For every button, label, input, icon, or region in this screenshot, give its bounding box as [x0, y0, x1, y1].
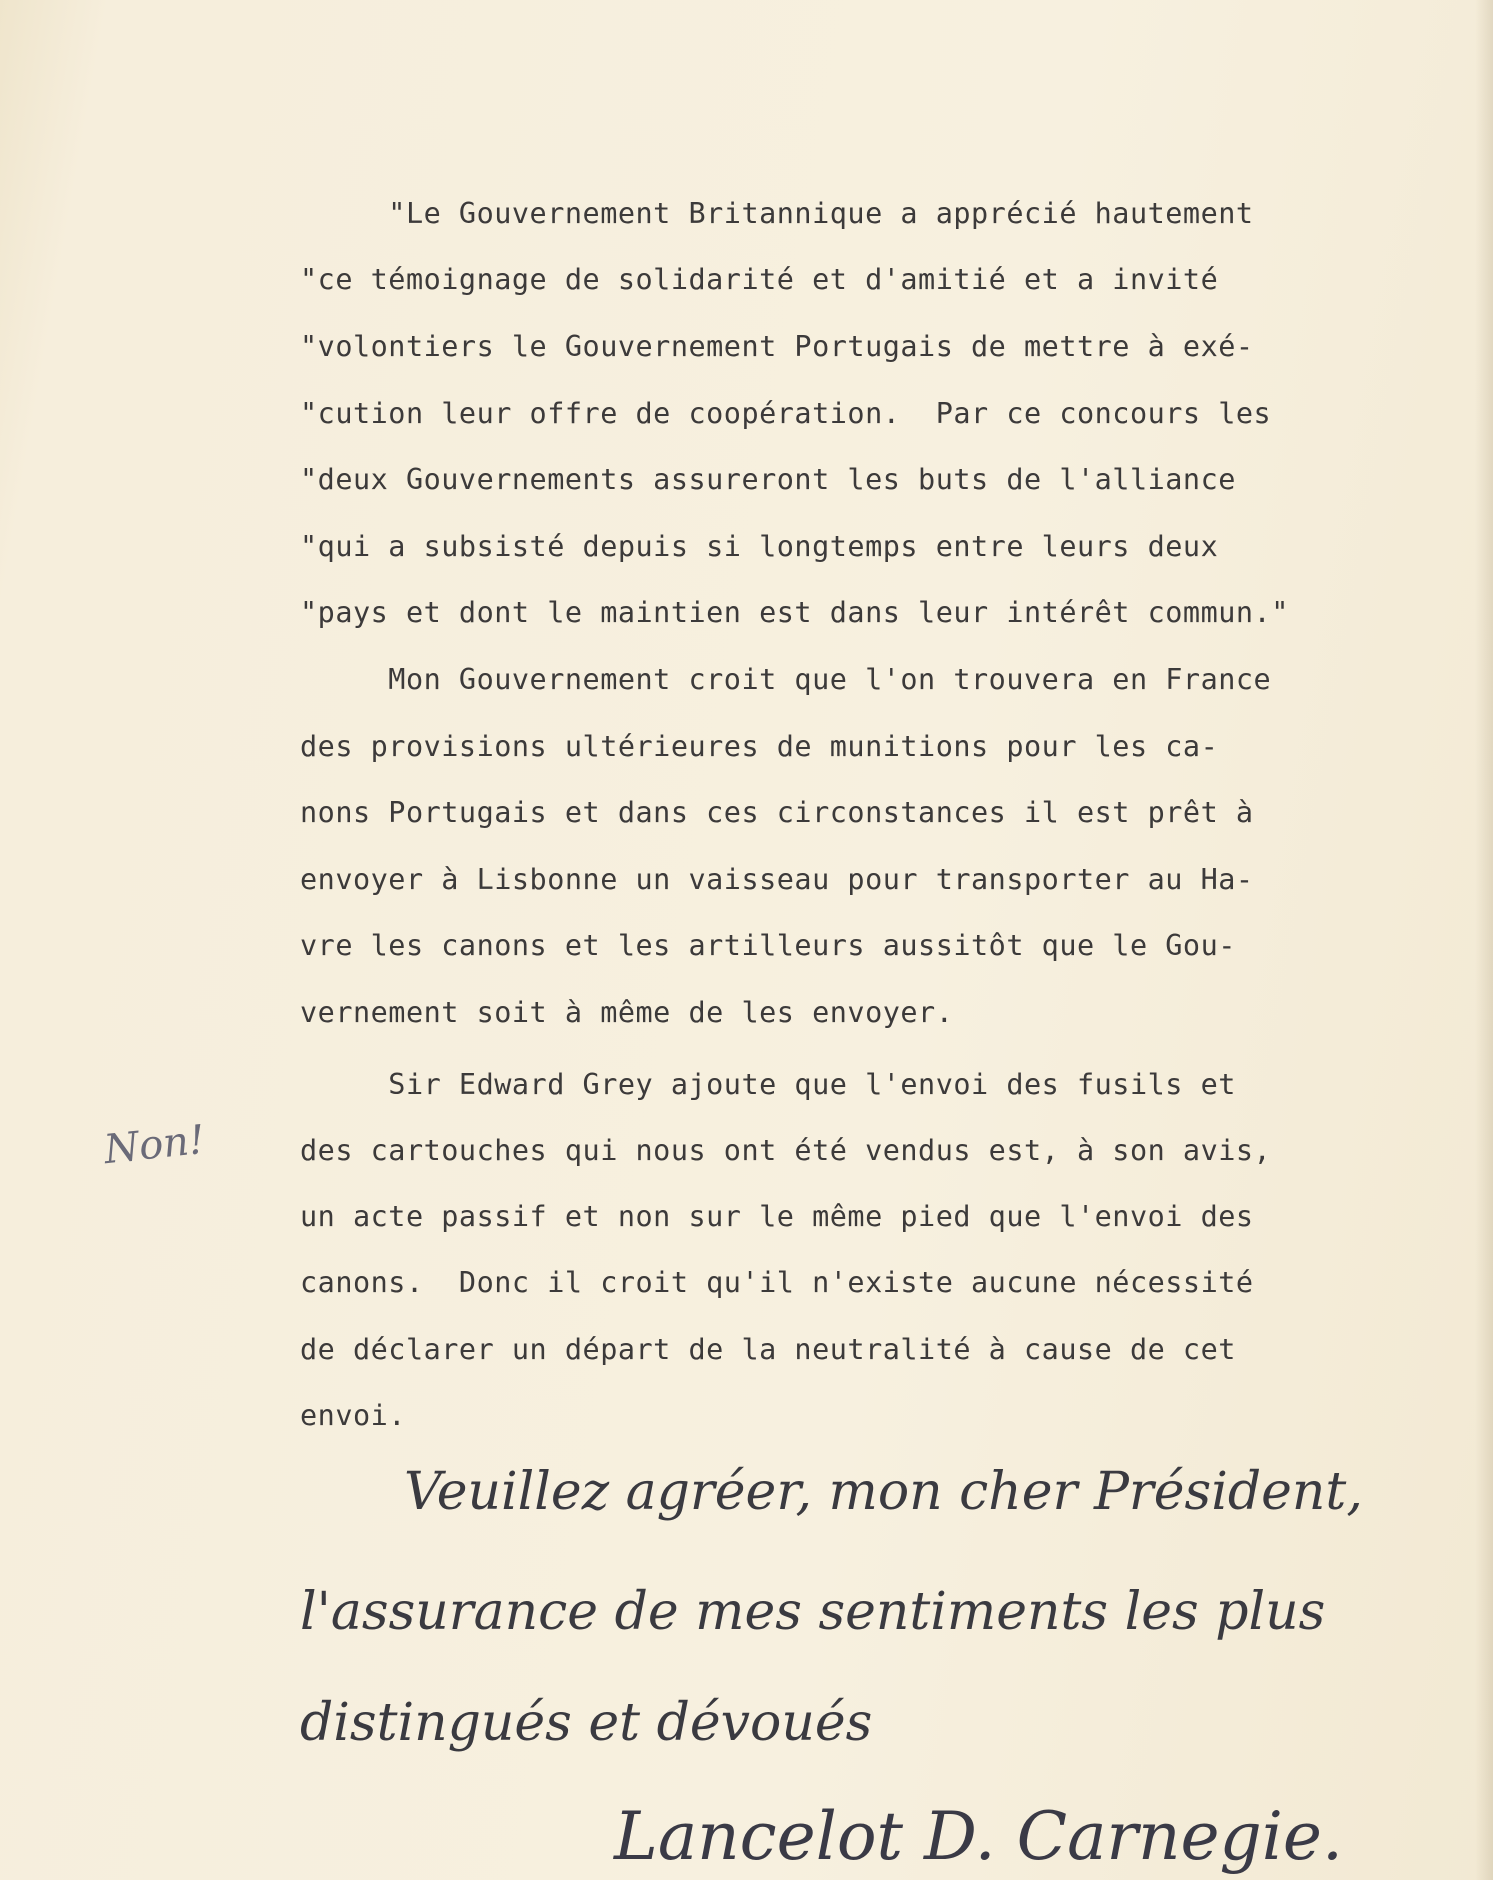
typed-line: Mon Gouvernement croit que l'on trouvera en France	[300, 663, 1272, 696]
closing-line: Veuillez agréer, mon cher Président,	[404, 1462, 1363, 1522]
typed-line: nons Portugais et dans ces circonstances il est prêt à	[300, 796, 1254, 829]
typed-line: "qui a subsisté depuis si longtemps entre leurs deux	[300, 530, 1219, 563]
typed-line: "ce témoignage de solidarité et d'amitié et a invité	[300, 263, 1219, 296]
typed-line: "Le Gouvernement Britannique a apprécié hautement	[300, 197, 1254, 230]
typed-line: envoi.	[300, 1399, 406, 1432]
typed-line: des cartouches qui nous ont été vendus est, à son avis,	[300, 1134, 1272, 1167]
typed-line: Sir Edward Grey ajoute que l'envoi des fusils et	[300, 1068, 1236, 1101]
typed-line: de déclarer un départ de la neutralité à cause de cet	[300, 1333, 1236, 1366]
typed-line: "deux Gouvernements assureront les buts de l'alliance	[300, 463, 1236, 496]
typed-line: envoyer à Lisbonne un vaisseau pour transporter au Ha-	[300, 863, 1254, 896]
typed-line: "pays et dont le maintien est dans leur intérêt commun."	[300, 596, 1289, 629]
signature: Lancelot D. Carnegie.	[614, 1798, 1343, 1875]
typed-line: canons. Donc il croit qu'il n'existe aucune nécessité	[300, 1266, 1254, 1299]
typed-line: vernement soit à même de les envoyer.	[300, 996, 954, 1029]
typed-line: "volontiers le Gouvernement Portugais de mettre à exé-	[300, 330, 1254, 363]
typed-line: "cution leur offre de coopération. Par ce concours les	[300, 397, 1272, 430]
closing-line: l'assurance de mes sentiments les plus	[300, 1582, 1326, 1642]
typed-line: un acte passif et non sur le même pied que l'envoi des	[300, 1200, 1254, 1233]
typed-line: des provisions ultérieures de munitions pour les ca-	[300, 730, 1219, 763]
handwritten-margin-note: Non!	[101, 1116, 208, 1174]
paper-edge-shadow	[1475, 0, 1493, 1880]
typed-line: vre les canons et les artilleurs aussitôt que le Gou-	[300, 929, 1236, 962]
closing-line: distingués et dévoués	[300, 1693, 873, 1753]
